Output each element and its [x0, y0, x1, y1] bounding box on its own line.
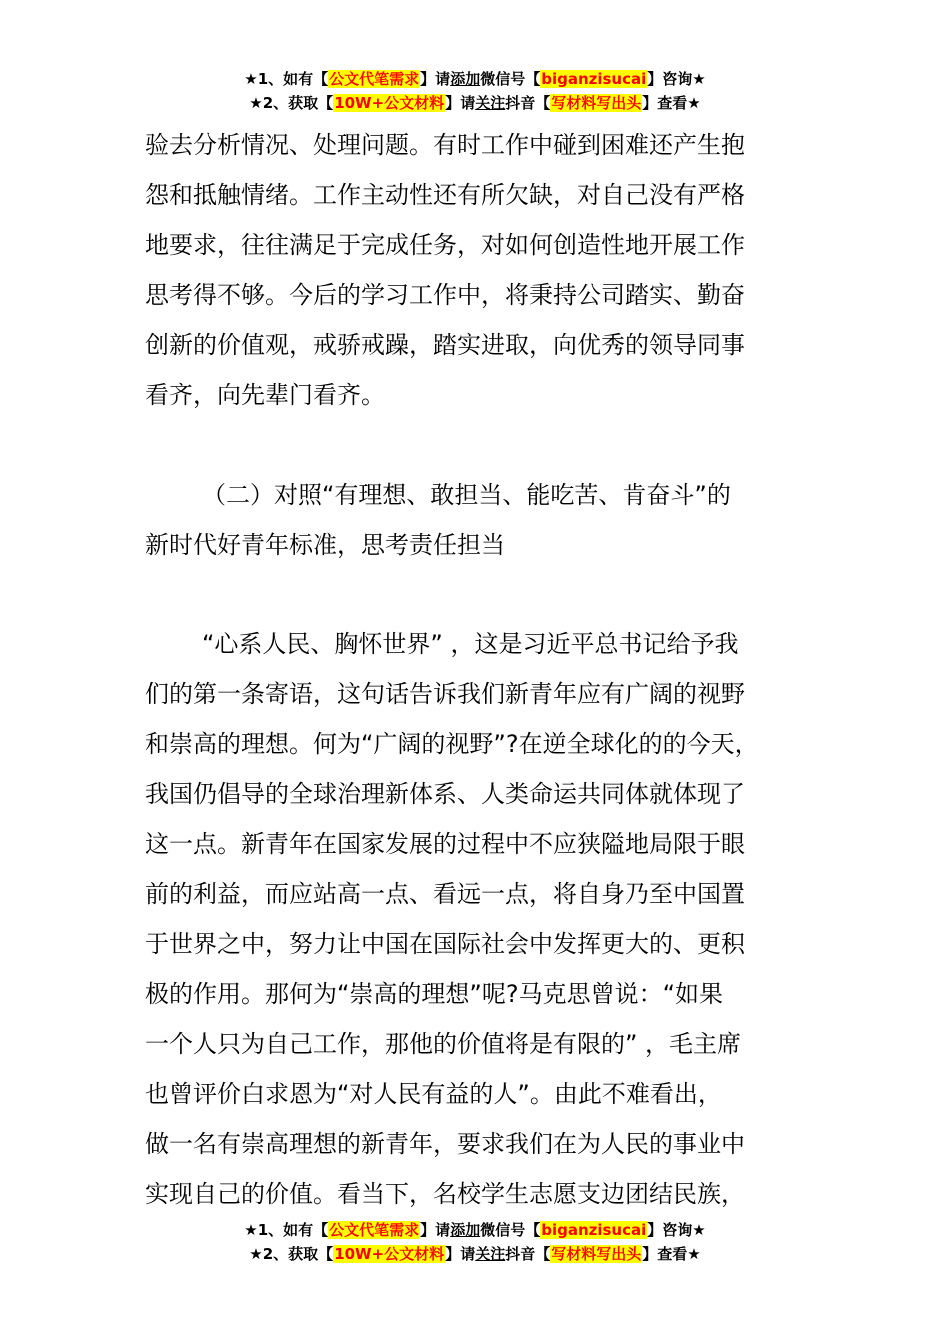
text-line: 怨和抵触情绪。工作主动性还有所欠缺，对自己没有严格 — [145, 181, 745, 209]
banner-line-2 — [0, 1242, 950, 1266]
text-line: 做一名有崇高理想的新青年，要求我们在为人民的事业中 — [145, 1130, 745, 1158]
banner-highlight: 写材料写出头 — [551, 94, 642, 112]
paragraph-body — [145, 619, 815, 1219]
text-line: 和崇高的理想。何为“广阔的视野”?在逆全球化的的今天， — [145, 730, 759, 758]
banner-text: ★1、如有【 — [244, 1221, 329, 1239]
banner-text: 】查看★ — [642, 1245, 701, 1263]
text-line: 也曾评价白求恩为“对人民有益的人”。由此不难看出， — [145, 1080, 722, 1108]
banner-text: 抖音【 — [505, 1245, 551, 1263]
paragraph-continuation — [145, 120, 815, 420]
banner-highlight: 写材料写出头 — [551, 1245, 642, 1263]
banner-text: 】咨询★ — [647, 1221, 706, 1239]
banner-text: 】咨询★ — [647, 70, 706, 88]
banner-underlined-text: 添加 — [450, 70, 481, 88]
text-line: “心系人民、胸怀世界” ，这是习近平总书记给予我 — [202, 630, 739, 658]
banner-text: ★2、获取【 — [249, 94, 334, 112]
footer-banner — [0, 1218, 950, 1266]
text-line: 看齐，向先辈门看齐。 — [145, 381, 385, 409]
banner-line-1 — [0, 67, 950, 91]
text-line: 这一点。新青年在国家发展的过程中不应狭隘地局限于眼 — [145, 830, 745, 858]
banner-highlight: biganzisucai — [541, 1221, 647, 1239]
banner-highlight: biganzisucai — [541, 70, 647, 88]
banner-text: 】查看★ — [642, 94, 701, 112]
text-line: 一个人只为自己工作，那他的价值将是有限的” ，毛主席 — [145, 1030, 742, 1058]
banner-highlight: 公文代笔需求 — [329, 1221, 420, 1239]
text-line: 地要求，往往满足于完成任务，对如何创造性地开展工作 — [145, 231, 745, 259]
banner-underlined-text: 添加 — [450, 1221, 481, 1239]
banner-text: 微信号【 — [480, 70, 541, 88]
banner-text: ★1、如有【 — [244, 70, 329, 88]
banner-highlight: 10W+公文材料 — [334, 94, 445, 112]
text-line: 创新的价值观，戒骄戒躁，踏实进取，向优秀的领导同事 — [145, 331, 745, 359]
banner-text: ★2、获取【 — [249, 1245, 334, 1263]
text-line: 思考得不够。今后的学习工作中，将秉持公司踏实、勤奋 — [145, 281, 745, 309]
text-line: （二）对照“有理想、敢担当、能吃苦、肯奋斗”的 — [202, 481, 731, 509]
text-line: 前的利益，而应站高一点、看远一点，将自身乃至中国置 — [145, 880, 745, 908]
text-line: 们的第一条寄语，这句话告诉我们新青年应有广阔的视野 — [145, 680, 745, 708]
banner-text: 微信号【 — [480, 1221, 541, 1239]
banner-highlight: 公文代笔需求 — [329, 70, 420, 88]
banner-text: 】请 — [420, 1221, 451, 1239]
text-line: 于世界之中，努力让中国在国际社会中发挥更大的、更积 — [145, 930, 745, 958]
text-line: 实现自己的价值。看当下，名校学生志愿支边团结民族， — [145, 1180, 745, 1208]
section-heading — [145, 470, 815, 570]
header-banner — [0, 67, 950, 115]
banner-underlined-text: 关注 — [475, 94, 506, 112]
banner-text: 】请 — [445, 94, 476, 112]
banner-text: 】请 — [445, 1245, 476, 1263]
text-line: 新时代好青年标准，思考责任担当 — [145, 531, 505, 559]
banner-text: 】请 — [420, 70, 451, 88]
banner-line-2 — [0, 91, 950, 115]
text-line: 极的作用。那何为“崇高的理想”呢?马克思曾说：“如果 — [145, 980, 724, 1008]
banner-text: 抖音【 — [505, 94, 551, 112]
banner-line-1 — [0, 1218, 950, 1242]
banner-underlined-text: 关注 — [475, 1245, 506, 1263]
text-line: 我国仍倡导的全球治理新体系、人类命运共同体就体现了 — [145, 780, 745, 808]
banner-highlight: 10W+公文材料 — [334, 1245, 445, 1263]
text-line: 验去分析情况、处理问题。有时工作中碰到困难还产生抱 — [145, 131, 745, 159]
